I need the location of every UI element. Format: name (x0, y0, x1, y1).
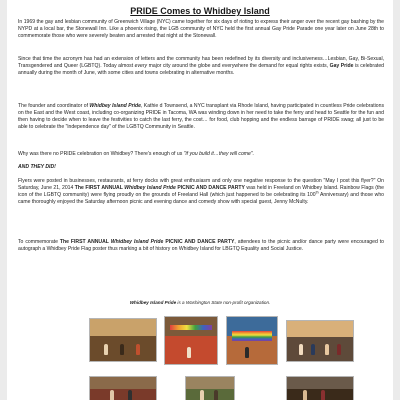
paragraph-founder: The founder and coordinator of Whidbey Island Pride, Kathie d Townsend, a NYC transplant via Rhode Island, having participated in countless Pride celebrations on the East and the West coast, including co-organizing PRIDE in Tacoma, WA was winding down in her need to take the ferry and head to Seattle for the fun and then having to decide when to leave the festivities to catch the last ferry, the cost… for food, club hopping and the endless barrage of PRIDE swag; all just to be able to celebrate the "independence day" of the LGBTQ Community in Seattle. (18, 103, 384, 131)
paragraph-commemoration: To commemorate The FIRST ANNUAL Whidbey Island Pride PICNIC AND DANCE PARTY, attendees to the picnic and/or dance party were encouraged to autograph a Whidbey Pride Flag poster thus marking a bit of history on Whidbey Island for LBGTQ Equality and Social Justice. (18, 239, 384, 253)
photo-hall-entrance (164, 316, 218, 365)
photo-outdoor-crowd (185, 376, 235, 400)
document-page (7, 0, 393, 400)
photo-rainbow-flag (226, 316, 278, 365)
photo-group-portrait (286, 320, 354, 362)
nonprofit-footer-note: Whidbey Island Pride is a Washington State non-profit organization. (129, 300, 271, 305)
paragraph-stonewall-history: In 1969 the gay and lesbian community of Greenwich Village (NYC) came together for six days of rioting to express their anger over the recent gay bashing by the NYPD at a local bar, the Stonewall Inn. Like a phoenix rising, the LGB community of NYC held the first annual Gay Pride Parade one year later on June 28th to commemorate those who were severely beaten and arrested that night at the Stonewall. (18, 19, 384, 40)
paragraph-why-no-pride: Why was there no PRIDE celebration on Whidbey? There's enough of us "if you build it…they will come". (18, 151, 255, 157)
page-title: PRIDE Comes to Whidbey Island (130, 6, 270, 16)
paragraph-and-they-did: AND THEY DID! (18, 164, 56, 170)
photo-picnic-tables (89, 318, 157, 362)
paragraph-first-annual-event: Flyers were posted in businesses, restaurants, at ferry docks with great enthusiasm and only one negative response to the question "May I post this flyer?" On Saturday, June 21, 2014 The FIRST ANNUAL Whidbey Island Pride PICNIC AND DANCE PARTY was held in Freeland on Whidbey Island. Rainbow Flags (the icon of the LGBTQ community) were flying proudly on the grounds of Freeland Hall (which just happened to be celebrating its 100th Anniversary) and those who came thoroughly enjoyed the Saturday afternoon picnic and evening dance and comedy show with special guest, Jenny McNulty. (18, 178, 384, 206)
photo-dance-hall (89, 376, 157, 400)
photo-evening-gathering (286, 376, 354, 400)
paragraph-lgbtq-acronym: Since that time the acronym has had an extension of letters and the community has been redefined by its diversity and inclusiveness…Lesbian, Gay, Bi-Sexual, Transgendered and Queer (LGBTQ). Today almost every major city around the globe and everywhere the demand for equal rights exists, Gay Pride is celebrated annually during the month of June, with some cities and towns celebrating in alternative months. (18, 56, 384, 77)
